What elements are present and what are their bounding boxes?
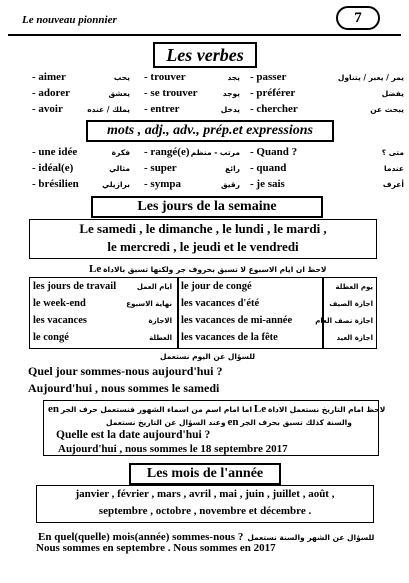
mots-term: - super xyxy=(144,162,177,174)
date-note-box xyxy=(43,400,386,456)
table-term: le jour de congé xyxy=(181,281,252,292)
verbes-term: - adorer xyxy=(32,87,70,99)
date-note-en: en xyxy=(48,403,59,415)
mois-line-2: septembre , octobre , novembre et décembre . xyxy=(98,505,312,517)
date-note-text-4: والسنة كذلك تسبق بحرف الجر xyxy=(240,418,352,427)
verbes-term: - passer xyxy=(250,71,287,83)
mots-term: - brésilien xyxy=(32,178,79,190)
table-translation: الاجازة xyxy=(148,317,172,325)
mots-translation: أعرف xyxy=(382,180,404,189)
table-translation: العطلة xyxy=(149,334,172,342)
verbes-translation: يجد xyxy=(227,73,240,82)
date-note-en-2: en xyxy=(227,416,239,428)
mois-list-box xyxy=(36,485,374,523)
table-divider xyxy=(177,278,179,348)
verbes-term: - avoir xyxy=(32,103,63,115)
table-translation: نهاية الاسبوع xyxy=(126,300,172,308)
jours-question: Quel jour sommes-nous aujourd'hui ? xyxy=(28,364,223,378)
verbes-term: - se trouver xyxy=(144,87,198,99)
verbes-translation: يفضل xyxy=(381,89,404,98)
mots-translation: متى ؟ xyxy=(381,148,404,157)
verbes-term: - chercher xyxy=(250,103,298,115)
page-number-badge: 7 xyxy=(336,6,380,30)
table-translation: ايام العمل xyxy=(136,283,172,291)
mots-term: - je sais xyxy=(250,178,285,190)
verbes-title-box: Les verbes xyxy=(153,42,257,68)
mots-translation: مثالي xyxy=(109,164,130,173)
jours-note-le: Le xyxy=(89,263,102,275)
date-answer: Aujourd'hui , nous sommes le 18 septembre 2017 xyxy=(58,443,288,455)
jours-question-note: للسؤال عن اليوم نستعمل xyxy=(160,352,256,361)
table-term: les vacances xyxy=(33,315,87,326)
jours-answer: Aujourd'hui , nous sommes le samedi xyxy=(28,381,220,395)
mots-term: - une idée xyxy=(32,146,78,158)
table-term: le week-end xyxy=(33,298,86,309)
table-term: les vacances de la fête xyxy=(181,332,278,343)
table-term: les vacances d'été xyxy=(181,298,260,309)
mois-question: En quel(quelle) mois(année) sommes-nous ? xyxy=(38,531,244,543)
jours-line-1: Le samedi , le dimanche , le lundi , le mardi , xyxy=(79,221,327,236)
date-note-line-1 xyxy=(48,403,385,415)
mots-translation: مرتب - منظم xyxy=(190,148,240,157)
date-note-text-1: اما امام اسم من اسماء الشهور فنستعمل حرف الجر xyxy=(60,405,253,414)
mois-answer: Nous sommes en septembre . Nous sommes en 2017 xyxy=(36,542,276,554)
table-term: les vacances de mi-année xyxy=(181,315,293,326)
jours-line-2: le mercredi , le jeudi et le vendredi xyxy=(107,239,299,254)
verbes-translation: يحب xyxy=(113,73,130,82)
mots-term: - quand xyxy=(250,162,287,174)
mots-term: - rangé(e) xyxy=(144,146,190,158)
jours-list-box xyxy=(29,219,377,259)
jours-note-text: لاحظ ان ايام الاسبوع لا تسبق بحروف جر ولكنها تسبق بالاداة xyxy=(103,265,327,274)
table-translation: اجازة نصف العام xyxy=(315,317,373,325)
mois-title-box: Les mois de l'année xyxy=(129,463,281,485)
table-translation: يوم العطلة xyxy=(335,283,373,291)
date-question: Quelle est la date aujourd'hui ? xyxy=(56,429,211,441)
mots-term: - sympa xyxy=(144,178,181,190)
date-note-le: Le xyxy=(253,403,267,415)
mots-translation: رقيق xyxy=(220,180,240,189)
jours-note xyxy=(89,263,399,275)
verbes-term: - trouver xyxy=(144,71,186,83)
verbes-translation: يمر / يعبر / يتناول xyxy=(337,73,404,82)
mots-translation: فكرة xyxy=(111,148,130,157)
mots-translation: برازيلي xyxy=(102,180,130,189)
date-note-text-2: لاحظ امام التاريخ نستعمل الاداة xyxy=(268,405,386,414)
mois-line-1: janvier , février , mars , avril , mai , juin , juillet , août , xyxy=(75,488,335,500)
table-translation: اجازة الصيف xyxy=(329,300,373,308)
verbes-term: - entrer xyxy=(144,103,180,115)
table-translation: اجازة العيد xyxy=(336,334,373,342)
table-divider xyxy=(322,278,324,348)
verbes-translation: يبحث عن xyxy=(370,105,404,114)
mots-translation: رائع xyxy=(225,164,240,173)
verbes-term: - aimer xyxy=(32,71,66,83)
verbes-translation: يملك / عنده xyxy=(87,105,130,114)
verbes-translation: يوجد xyxy=(222,89,240,98)
mots-translation: عندما xyxy=(384,164,404,173)
header-rule xyxy=(8,34,401,36)
date-note-text-3: وعند السؤال عن التاريخ نستعمل xyxy=(106,418,226,427)
table-term: les jours de travail xyxy=(33,281,117,292)
mots-title-box: mots , adj., adv., prép.et expressions xyxy=(86,120,334,142)
verbes-term: - préférer xyxy=(250,87,296,99)
jours-vocab-table xyxy=(29,277,377,349)
date-note-line-2 xyxy=(106,416,352,428)
header-title: Le nouveau pionnier xyxy=(22,14,117,26)
mots-term: - Quand ? xyxy=(250,146,298,158)
jours-title-box: Les jours de la semaine xyxy=(91,196,323,218)
mots-term: - idéal(e) xyxy=(32,162,74,174)
verbes-translation: يعشق xyxy=(108,89,130,98)
verbes-translation: يدخل xyxy=(220,105,240,114)
table-term: le congé xyxy=(33,332,69,343)
mois-question-note: للسؤال عن الشهر والسنة نستعمل xyxy=(247,533,375,542)
